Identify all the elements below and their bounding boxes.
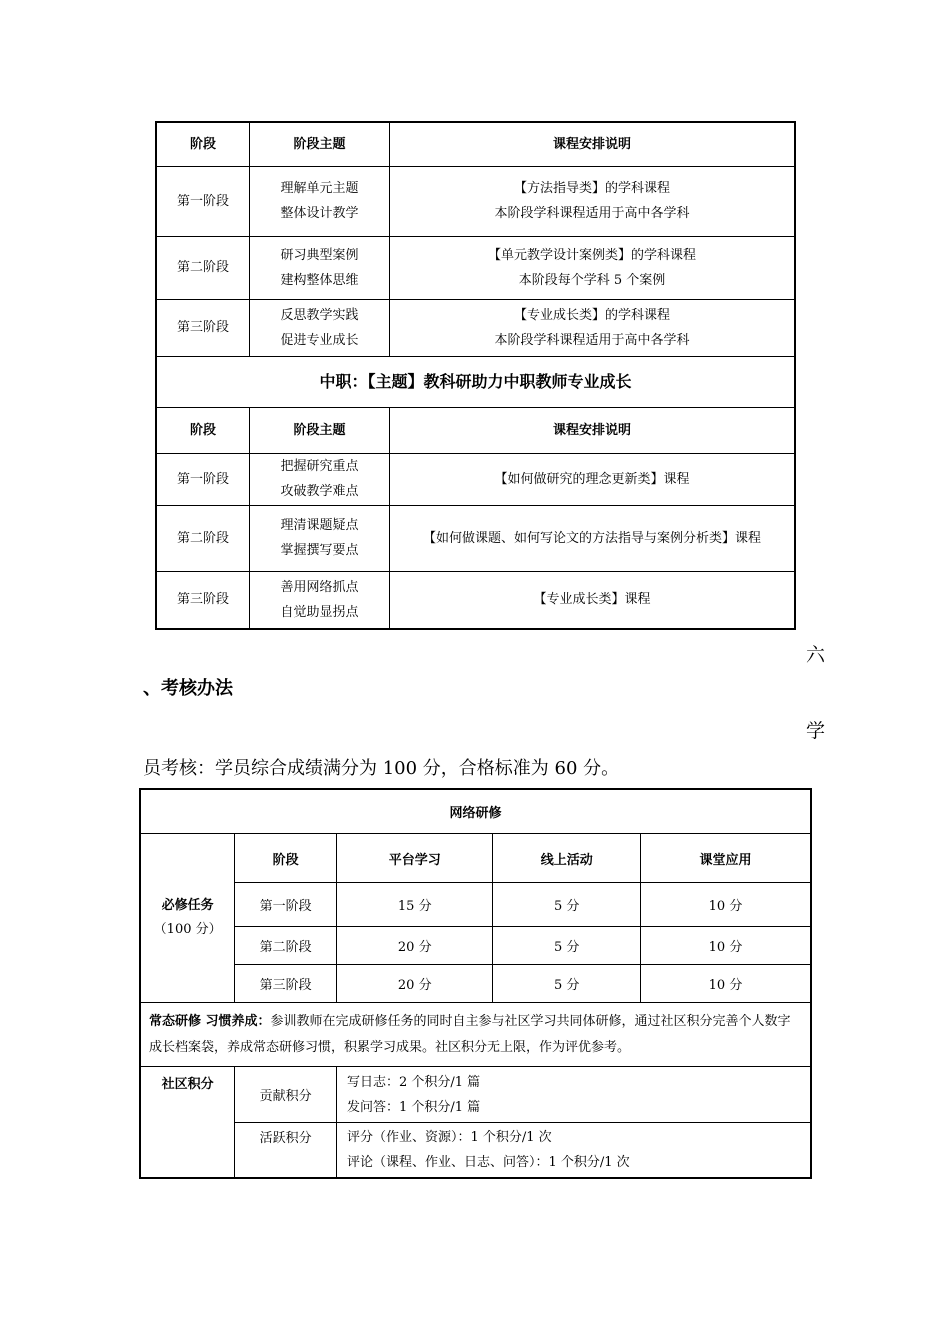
habit-label: 常态研修 习惯养成： xyxy=(149,1013,271,1029)
activity-label: 活跃积分 xyxy=(235,1123,337,1179)
theme-line: 促进专业成长 xyxy=(280,332,359,348)
habit-text: 参训教师在完成研修任务的同时自主参与社区学习共同体研修，通过社区积分完善个人数字成长档案袋，养成常态研修习惯，积累学习成果。社区积分无上限，作为评优参考。 xyxy=(149,1013,791,1055)
stage-cell: 第三阶段 xyxy=(156,571,250,629)
wrapped-char: 学 xyxy=(806,720,826,742)
theme-line: 善用网络抓点 xyxy=(280,579,359,595)
theme-line: 把握研究重点 xyxy=(280,459,359,474)
desc-line: 本阶段每个学科 5 个案例 xyxy=(518,272,666,288)
rule-line: 发问答：1 个积分/1 篇 xyxy=(346,1099,481,1115)
required-label: 必修任务 xyxy=(161,898,214,913)
table-cell: 第三阶段 xyxy=(235,965,337,1003)
table-cell: 5 分 xyxy=(493,965,641,1003)
table-row xyxy=(140,927,811,965)
desc-cell xyxy=(390,166,796,236)
table-row xyxy=(156,166,795,236)
theme-cell xyxy=(250,505,390,571)
habit-row xyxy=(140,1003,811,1067)
contribution-rules xyxy=(336,1067,811,1123)
table-cell: 20 分 xyxy=(336,965,493,1003)
habit-paragraph xyxy=(140,1003,811,1067)
score-row xyxy=(140,1067,811,1123)
rule-line: 写日志：2 个积分/1 篇 xyxy=(346,1074,481,1090)
header-cell: 线上活动 xyxy=(493,834,641,883)
table-cell: 10 分 xyxy=(641,927,812,965)
table-row xyxy=(156,236,795,299)
stage-cell: 第三阶段 xyxy=(156,299,250,356)
theme-cell xyxy=(250,571,390,629)
header-cell: 课程安排说明 xyxy=(390,122,796,166)
desc-line: 本阶段学科课程适用于高中各学科 xyxy=(494,332,690,348)
stage-cell: 第二阶段 xyxy=(156,236,250,299)
desc-line: 本阶段学科课程适用于高中各学科 xyxy=(494,206,690,221)
assessment-text: 员考核：学员综合成绩满分为 100 分，合格标准为 60 分。 xyxy=(143,758,620,779)
table-row xyxy=(140,883,811,927)
score-row xyxy=(140,1123,811,1179)
table-cell: 10 分 xyxy=(641,965,812,1003)
community-points-label: 社区积分 xyxy=(140,1067,235,1179)
table-cell: 5 分 xyxy=(493,883,641,927)
required-points: （100 分） xyxy=(153,922,222,937)
contribution-label: 贡献积分 xyxy=(235,1067,337,1123)
table-cell: 10 分 xyxy=(641,883,812,927)
desc-line: 【专业成长类】的学科课程 xyxy=(513,307,670,323)
theme-line: 掌握撰写要点 xyxy=(280,543,359,558)
stage-table xyxy=(155,121,796,630)
desc-cell: 【专业成长类】课程 xyxy=(390,571,796,629)
desc-cell: 【如何做课题、如何写论文的方法指导与案例分析类】课程 xyxy=(390,505,796,571)
header-cell: 阶段 xyxy=(235,834,337,883)
header-cell: 阶段 xyxy=(156,122,250,166)
theme-cell xyxy=(250,236,390,299)
table-row xyxy=(156,453,795,505)
header-cell: 阶段 xyxy=(156,407,250,453)
theme-line: 整体设计教学 xyxy=(280,206,359,221)
banner-row xyxy=(156,356,795,407)
rule-line: 评分（作业、资源）：1 个积分/1 次 xyxy=(346,1130,552,1145)
activity-rules xyxy=(336,1123,811,1179)
table-row xyxy=(156,571,795,629)
table-row xyxy=(156,299,795,356)
desc-cell xyxy=(390,236,796,299)
header-cell: 阶段主题 xyxy=(250,407,390,453)
header-cell: 阶段主题 xyxy=(250,122,390,166)
theme-line: 研习典型案例 xyxy=(280,247,359,263)
theme-line: 反思教学实践 xyxy=(280,307,359,323)
theme-cell xyxy=(250,453,390,505)
theme-line: 建构整体思维 xyxy=(280,272,359,288)
table-row xyxy=(140,965,811,1003)
theme-cell xyxy=(250,299,390,356)
banner-title: 中职：【主题】教科研助力中职教师专业成长 xyxy=(156,356,795,407)
theme-line: 理解单元主题 xyxy=(280,181,359,196)
header-cell: 课堂应用 xyxy=(641,834,812,883)
desc-line: 【方法指导类】的学科课程 xyxy=(513,181,670,196)
theme-line: 理清课题疑点 xyxy=(280,518,359,533)
table-row xyxy=(156,505,795,571)
desc-cell: 【如何做研究的理念更新类】课程 xyxy=(390,453,796,505)
desc-line: 【单元教学设计案例类】的学科课程 xyxy=(487,247,696,263)
table-cell: 第一阶段 xyxy=(235,883,337,927)
table-header-row xyxy=(140,834,811,883)
stage-cell: 第一阶段 xyxy=(156,166,250,236)
theme-line: 攻破教学难点 xyxy=(280,484,359,499)
table-title: 网络研修 xyxy=(140,789,811,834)
table-cell: 第二阶段 xyxy=(235,927,337,965)
section-heading: 、考核办法 xyxy=(143,678,233,699)
table-cell: 5 分 xyxy=(493,927,641,965)
stage-cell: 第一阶段 xyxy=(156,453,250,505)
desc-cell xyxy=(390,299,796,356)
theme-line: 自觉助显拐点 xyxy=(280,604,359,620)
theme-cell xyxy=(250,166,390,236)
table-header-row xyxy=(156,407,795,453)
header-cell: 平台学习 xyxy=(336,834,493,883)
assessment-table xyxy=(139,788,812,1179)
table-cell: 20 分 xyxy=(336,927,493,965)
stage-cell: 第二阶段 xyxy=(156,505,250,571)
table-cell: 15 分 xyxy=(336,883,493,927)
table-header-row xyxy=(156,122,795,166)
required-task-cell xyxy=(140,834,235,1003)
section-number: 六 xyxy=(806,644,826,666)
rule-line: 评论（课程、作业、日志、问答）：1 个积分/1 次 xyxy=(346,1155,630,1170)
table-title-row xyxy=(140,789,811,834)
header-cell: 课程安排说明 xyxy=(390,407,796,453)
